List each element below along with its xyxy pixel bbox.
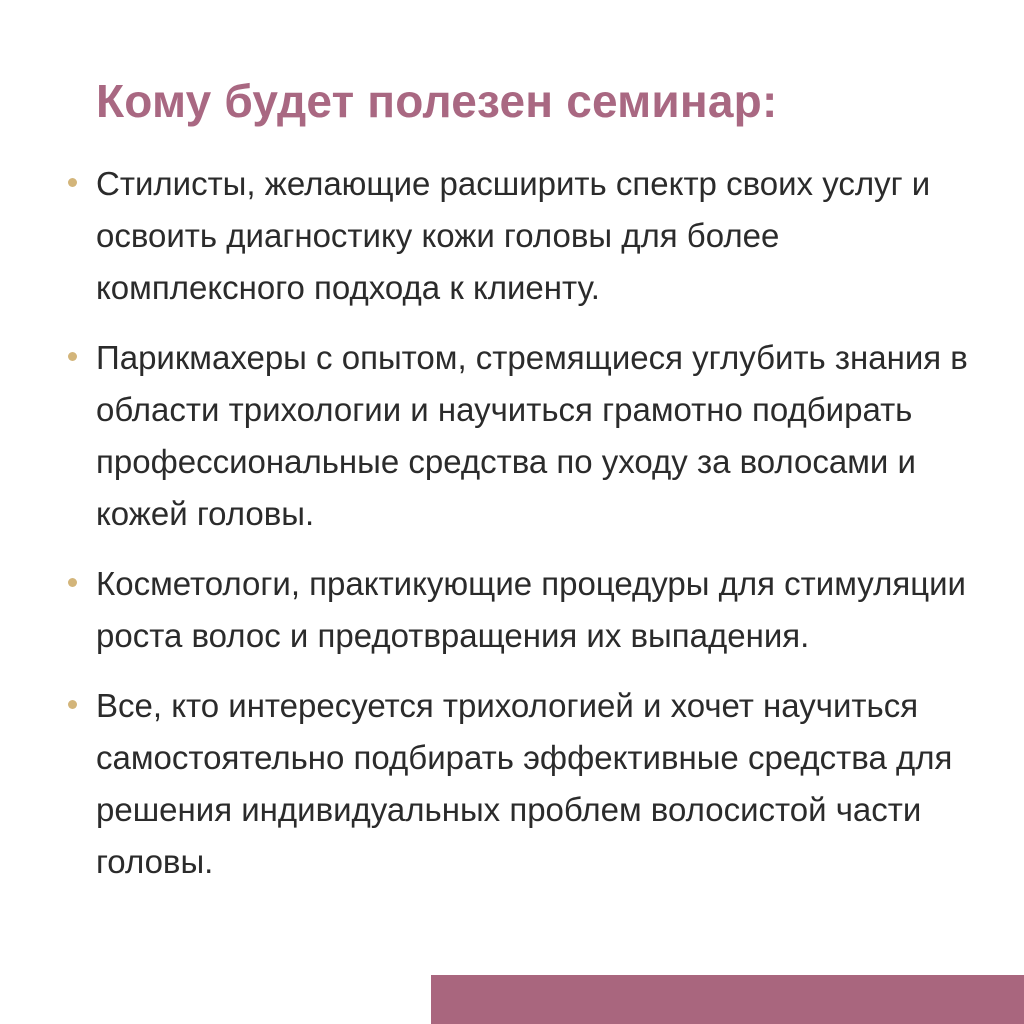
accent-bar: [431, 975, 1024, 1024]
list-item-text: Парикмахеры с опытом, стремящиеся углубить знания в области трихологии и научиться грамотно подбирать профессиональные средства по уходу за волосами и кожей головы.: [96, 339, 968, 532]
list-item: [68, 332, 968, 540]
list-item-text: Косметологи, практикующие процедуры для стимуляции роста волос и предотвращения их выпадения.: [96, 565, 966, 654]
audience-list: [68, 158, 968, 906]
list-item: [68, 158, 968, 314]
list-item: [68, 558, 968, 662]
bullet-dot-icon: [68, 178, 77, 187]
list-item-text: Все, кто интересуется трихологией и хочет научиться самостоятельно подбирать эффективные средства для решения индивидуальных проблем волосистой части головы.: [96, 687, 953, 880]
bullet-dot-icon: [68, 352, 77, 361]
bullet-dot-icon: [68, 700, 77, 709]
page-title: Кому будет полезен семинар:: [96, 75, 778, 127]
list-item-text: Стилисты, желающие расширить спектр своих услуг и освоить диагностику кожи головы для более комплексного подхода к клиенту.: [96, 165, 931, 306]
list-item: [68, 680, 968, 888]
bullet-dot-icon: [68, 578, 77, 587]
